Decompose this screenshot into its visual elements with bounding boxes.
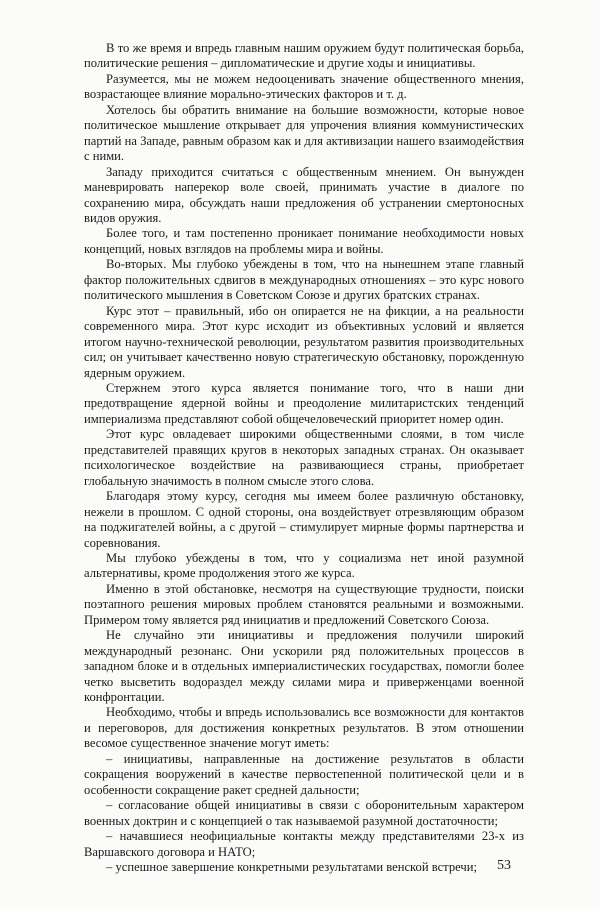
list-item-2: – согласование общей инициативы в связи с оборонительным характером военных доктрин и с концепцией о так называемой разумной достаточности; bbox=[84, 798, 524, 828]
paragraph-12: Именно в этой обстановке, несмотря на существующие трудности, поиски поэтапного решения мировых проблем становятся реальными и возможными. Примером тому является ряд инициатив и предложений Советского Союза. bbox=[84, 581, 524, 627]
paragraph-1: В то же время и впредь главным нашим оружием будут политическая борьба, политические решения – дипломатические и другие ходы и инициативы. bbox=[84, 41, 524, 71]
list-item-3: – начавшиеся неофициальные контакты между представителями 23-х из Варшавского договора и НАТО; bbox=[84, 829, 524, 859]
paragraph-13: Не случайно эти инициативы и предложения получили широкий международный резонанс. Они ускорили ряд положительных процессов в западном блоке и в отдельных империалистических государствах, помогли более четко высветить водораздел между силами мира и приверженцами военной конфронтации. bbox=[84, 628, 524, 705]
paragraph-6: Во-вторых. Мы глубоко убеждены в том, что на нынешнем этапе главный фактор положительных сдвигов в международных отношениях – это курс нового политического мышления в Советском Союзе и других братских странах. bbox=[84, 257, 524, 303]
paragraph-8: Стержнем этого курса является понимание того, что в наши дни предотвращение ядерной войны и преодоление милитаристских тенденций империализма представляют собой общечеловеческий приоритет номер один. bbox=[84, 380, 524, 426]
paragraph-5: Более того, и там постепенно проникает понимание необходимости новых концепций, новых взглядов на проблемы мира и войны. bbox=[84, 226, 524, 256]
list-item-1: – инициативы, направленные на достижение результатов в области сокращения вооружений в качестве первостепенной политической цели и в особенности сокращение ракет средней дальности; bbox=[84, 751, 524, 797]
paragraph-10: Благодаря этому курсу, сегодня мы имеем более различную обстановку, нежели в прошлом. С одной стороны, она воздействует отрезвляющим образом на поджигателей войны, а с другой – стимулирует мирные формы партнерства и соревнования. bbox=[84, 489, 524, 550]
list-item-4: – успешное завершение конкретными результатами венской встречи; bbox=[106, 860, 477, 875]
paragraph-9: Этот курс овладевает широкими общественными слоями, в том числе представителей правящих кругов в некоторых западных странах. Он оказывает психологическое воздействие на развивающиеся страны, приобретает глобальную значимость в полном смысле этого слова. bbox=[84, 427, 524, 488]
paragraph-14: Необходимо, чтобы и впредь использовались все возможности для контактов и переговоров, для достижения конкретных результатов. В этом отношении весомое существенное значение могут иметь: bbox=[84, 705, 524, 751]
paragraph-3: Хотелось бы обратить внимание на большие возможности, которые новое политическое мышление открывает для упрочения влияния коммунистических партий на Западе, равным образом как и для активизации нашего взаимодействия с ними. bbox=[84, 102, 524, 164]
page-number: 53 bbox=[497, 858, 511, 873]
paragraph-7: Курс этот – правильный, ибо он опирается не на фикции, а на реальности современного мира. Этот курс исходит из объективных условий и является итогом научно-технической революции, результатом развития производительных сил; он учитывает качественно новую стратегическую обстановку, порожденную ядерным оружием. bbox=[84, 303, 524, 380]
body-text bbox=[84, 41, 524, 875]
paragraph-2: Разумеется, мы не можем недооценивать значение общественного мнения, возрастающее влияние морально-этических факторов и т. д. bbox=[84, 71, 524, 102]
paragraph-4: Западу приходится считаться с общественным мнением. Он вынужден маневрировать наперекор воле своей, принимать участие в диалоге по сохранению мира, обсуждать наши предложения об устранении смертоносных видов оружия. bbox=[84, 164, 524, 225]
paragraph-11: Мы глубоко убеждены в том, что у социализма нет иной разумной альтернативы, кроме продолжения этого же курса. bbox=[84, 550, 524, 581]
